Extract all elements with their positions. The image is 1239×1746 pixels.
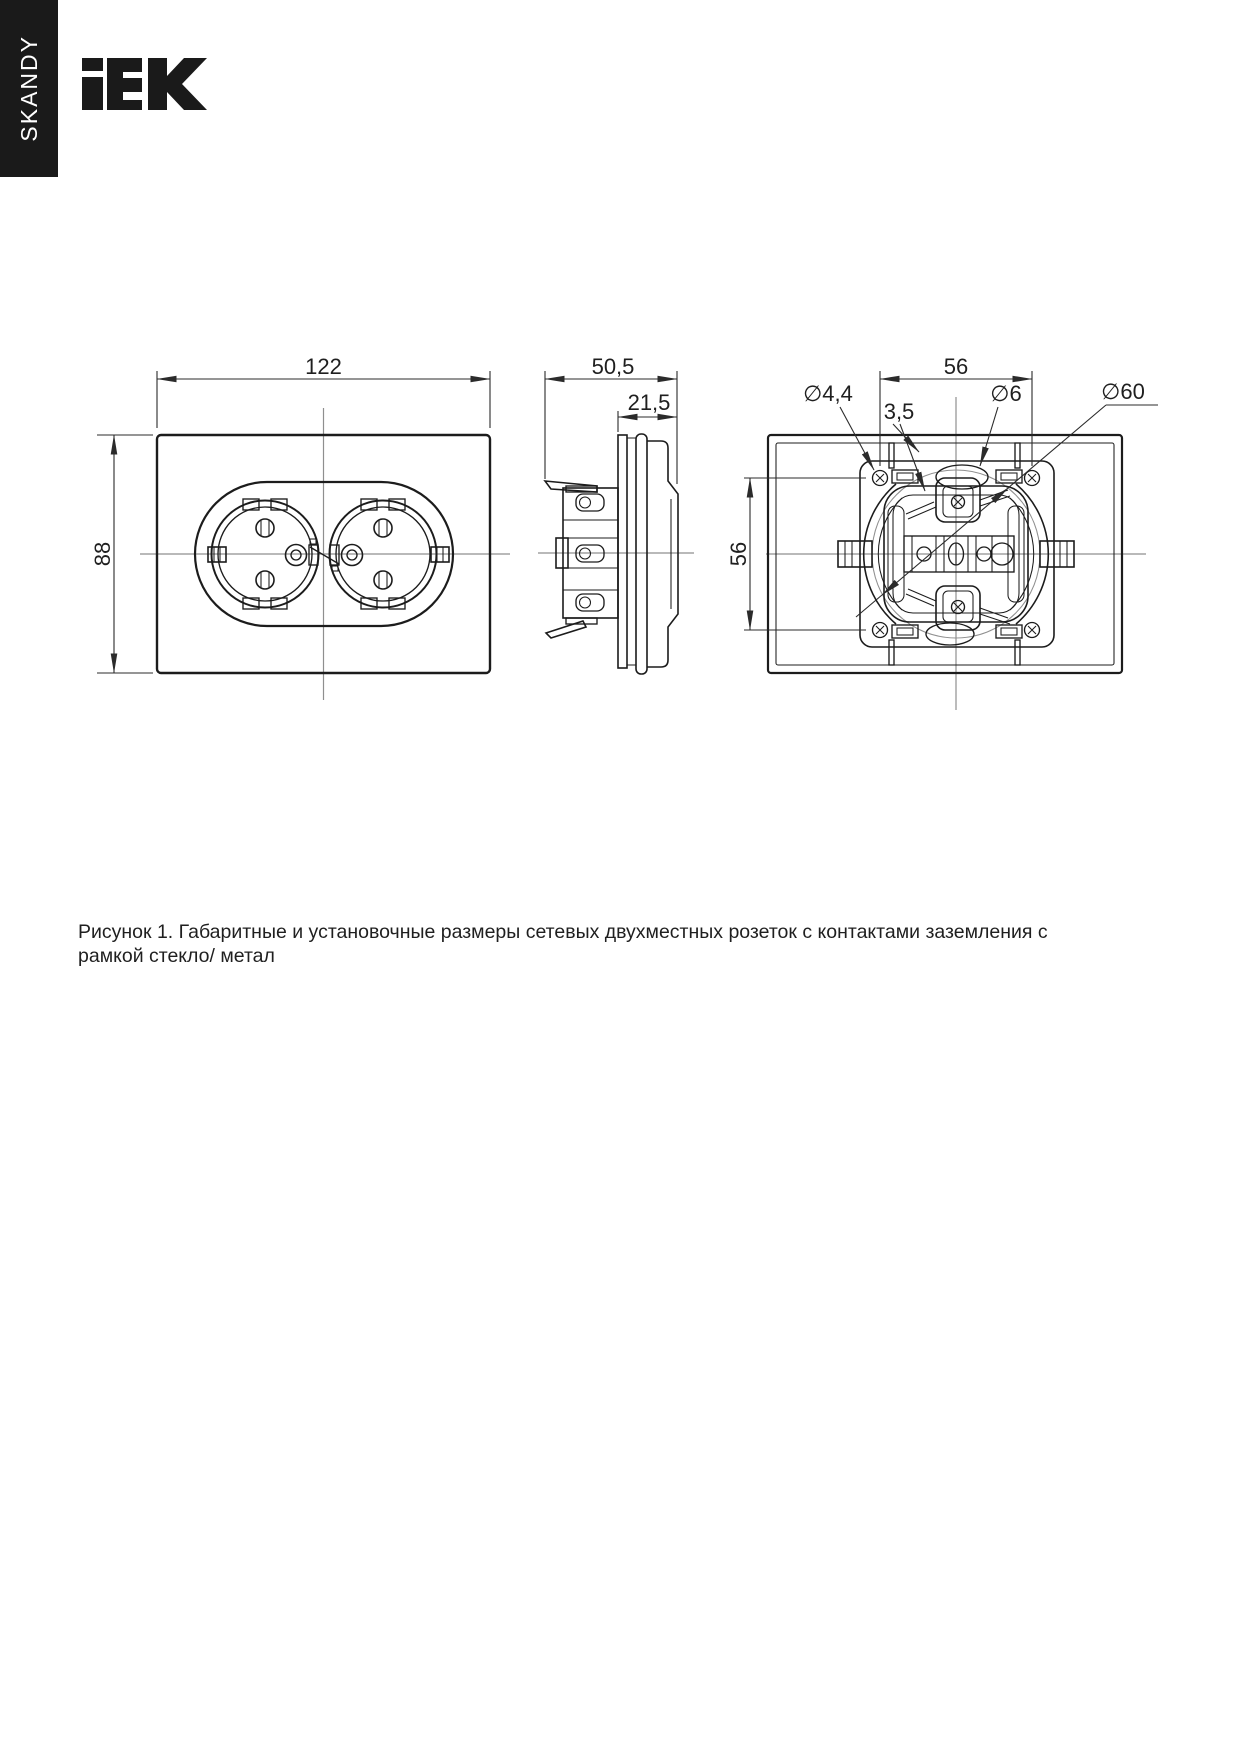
figure-caption-line1: Рисунок 1. Габаритные и установочные размеры сетевых двухместных розеток с контактами заземления с — [78, 921, 1048, 943]
logo-i-stem — [82, 77, 103, 110]
dim-side-cover-depth — [618, 390, 677, 432]
figure-caption — [78, 921, 1178, 968]
dim-label-side-depth: 50,5 — [591, 354, 635, 379]
pin-hole — [256, 571, 274, 589]
logo-e — [107, 58, 142, 110]
dim-label-side-cover-depth: 21,5 — [627, 390, 671, 415]
side-view — [538, 354, 694, 674]
back-view — [726, 354, 1158, 710]
logo-i-dot — [82, 58, 103, 71]
dim-label-back-spacing-v: 56 — [726, 541, 751, 567]
dim-label-front-height: 88 — [90, 541, 115, 567]
dim-label-slot-width: 3,5 — [883, 399, 915, 424]
dim-label-screw-hole-dia: ∅4,4 — [803, 381, 853, 406]
cover-profile — [647, 441, 678, 667]
figure-caption-line2: рамкой стекло/ метал — [78, 944, 275, 967]
dim-side-depth — [545, 354, 677, 484]
logo-k — [148, 58, 207, 110]
dim-label-front-width: 122 — [305, 354, 342, 379]
support-plate-edge — [618, 435, 627, 668]
glass-frame-edge — [636, 434, 647, 674]
label-screw-hole-dia — [803, 381, 874, 470]
label-slot-width — [884, 399, 925, 491]
dim-label-back-spacing-h: 56 — [943, 354, 969, 379]
dim-label-cable-hole-dia: ∅6 — [990, 381, 1022, 406]
front-view — [90, 354, 510, 700]
iek-logo — [82, 58, 207, 110]
cable-entry-bottom — [926, 623, 974, 645]
pin-hole — [256, 519, 274, 537]
dim-label-mount-circle-dia: ∅60 — [1101, 379, 1145, 404]
pin-hole — [374, 571, 392, 589]
pin-hole — [374, 519, 392, 537]
brand-text: SKANDY — [15, 35, 42, 142]
